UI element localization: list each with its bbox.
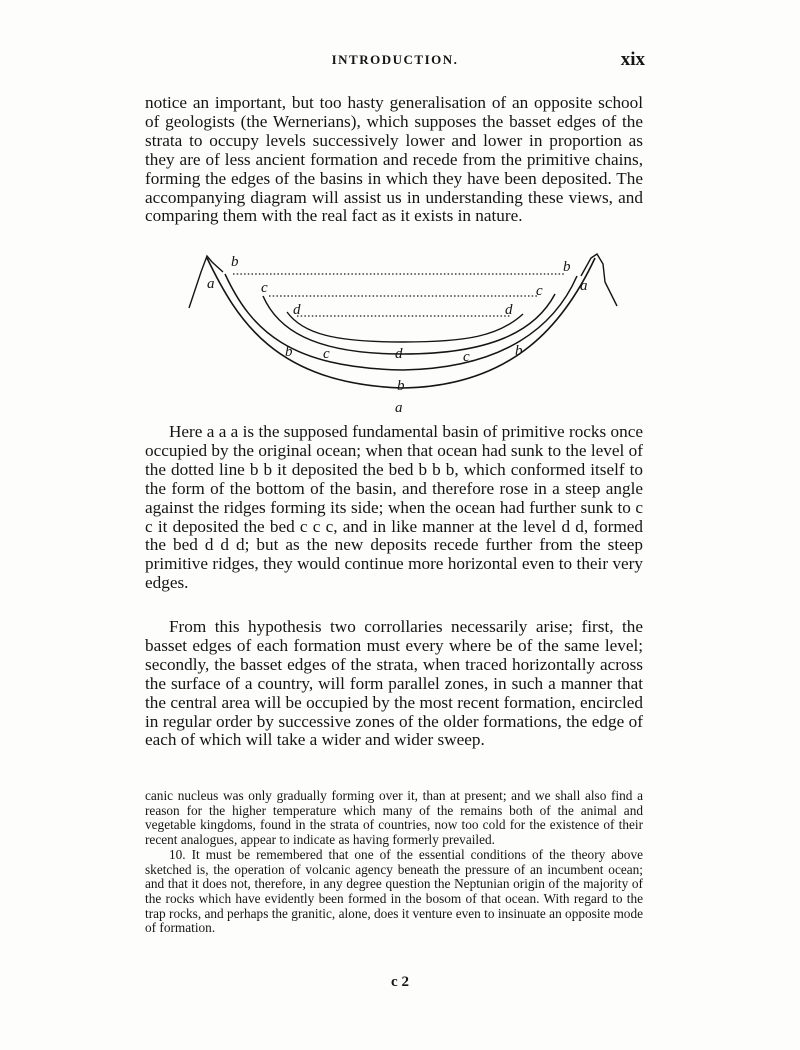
label-c-mid-right: c [463,349,470,365]
label-c-right: c [536,283,543,299]
label-a-bottom: a [395,400,403,416]
stratum-a-curve [207,258,595,388]
label-d-bottom: d [395,346,403,362]
footnotes [145,789,643,936]
label-a-right: a [580,278,588,294]
label-b-top-left: b [231,254,239,270]
label-b-mid-left: b [285,344,293,360]
label-b-top-right: b [563,259,571,275]
body-paragraph-2 [145,423,643,593]
label-d-left: d [293,302,301,318]
basin-diagram [185,250,625,422]
body-paragraph-3 [145,618,643,750]
label-d-right: d [505,302,513,318]
label-c-left: c [261,280,268,296]
paragraph-text: Here a a a is the supposed fundamental basin of primitive rocks once occupied by the original ocean; when that ocean had sunk to the level of the dotted line b b it deposited the bed b b b, which conformed itself to the form of the bottom of the basin, and therefore rose in a steep angle against the ridges forming its side; when the ocean had further sunk to c c it deposited the bed c c c, and in like manner at the level d d, formed the bed d d d; but as the new deposits recede further from the steep primitive ridges, they would continue more horizontal even to their very edges. [145,422,643,593]
body-paragraph-1 [145,94,643,226]
page-header [145,49,645,74]
left-ridge-outline [189,256,223,308]
label-c-mid-left: c [323,346,330,362]
label-b-mid-right: b [515,343,523,359]
signature-mark: c 2 [391,974,409,990]
label-a-left: a [207,276,215,292]
paragraph-text: From this hypothesis two corrollaries necessarily arise; first, the basset edges of each formation must every where be of the same level; secondly, the basset edges of the strata, when traced horizontally across the surface of a country, will form parallel zones, in such a manner that the central area will be occupied by the most recent formation, encircled in regular order by successive zones of the older formations, the edge of each of which will take a wider and wider sweep. [145,617,643,750]
page-number: xix [620,49,645,70]
label-b-bottom: b [397,378,405,394]
running-title: INTRODUCTION. [331,52,459,67]
footnote-10: 10. It must be remembered that one of the essential conditions of the theory above sketched is, the operation of volcanic agency beneath the pressure of an incumbent ocean; and that it does not, therefore, in any degree question the Neptunian origin of the majority of the rocks which have evidently been formed in the bosom of that ocean. With regard to the trap rocks, and perhaps the granitic, alone, does it venture even to insinuate an opposite mode of formation. [145,846,643,936]
footnote-continued: canic nucleus was only gradually forming over it, than at present; and we shall also find a reason for the higher temperature which many of the remains both of the animal and vegetable kingdoms, found in the strata of countries, now too cold for the existence of their recent analogues, appear to indicate as having formerly prevailed. [145,788,643,848]
paragraph-text: notice an important, but too hasty generalisation of an opposite school of geologists (the Wernerians), which supposes the basset edges of the strata to occupy levels successively lower and lower in proportion as they are of less ancient formation and recede from the primitive chains, forming the edges of the basins in which they have been deposited. The accompanying diagram will assist us in understanding these views, and comparing them with the real fact as it exists in nature. [145,93,643,226]
